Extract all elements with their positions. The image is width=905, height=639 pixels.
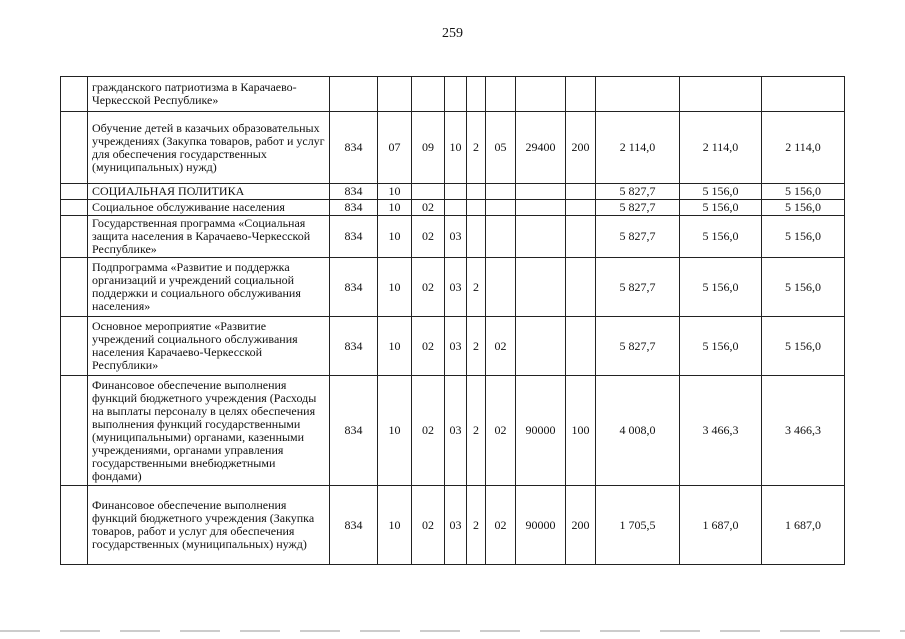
amount-year-3: 5 156,0 (762, 184, 845, 200)
margin-cell (61, 200, 88, 216)
code-cs3 (486, 200, 516, 216)
code-gr: 834 (330, 216, 378, 258)
code-gr: 834 (330, 486, 378, 565)
table-row (61, 258, 845, 317)
table-row (61, 77, 845, 112)
code-cs3: 05 (486, 112, 516, 184)
row-name: Финансовое обеспечение выполнения функций бюджетного учреждения (Расходы на выплаты персоналу в целях обеспечения выполнения функций государственными (муниципальными) органами, казенными учреждениями, органами управления государственными внебюджетными фондами) (88, 376, 330, 486)
amount-year-3: 2 114,0 (762, 112, 845, 184)
margin-cell (61, 77, 88, 112)
code-vr (566, 317, 596, 376)
amount-year-3: 5 156,0 (762, 258, 845, 317)
code-cs2 (467, 216, 486, 258)
code-rz: 10 (378, 184, 412, 200)
code-cs1: 10 (445, 112, 467, 184)
code-pr: 02 (412, 200, 445, 216)
code-pr (412, 184, 445, 200)
code-cs2: 2 (467, 258, 486, 317)
amount-year-1: 2 114,0 (596, 112, 680, 184)
code-cs3: 02 (486, 486, 516, 565)
code-rz: 10 (378, 317, 412, 376)
code-pr (412, 77, 445, 112)
code-rz: 07 (378, 112, 412, 184)
code-cs4 (516, 184, 566, 200)
code-vr (566, 184, 596, 200)
amount-year-1: 5 827,7 (596, 258, 680, 317)
code-cs2: 2 (467, 486, 486, 565)
code-cs3: 02 (486, 317, 516, 376)
code-rz: 10 (378, 486, 412, 565)
margin-cell (61, 486, 88, 565)
amount-year-2: 5 156,0 (680, 317, 762, 376)
amount-year-2: 5 156,0 (680, 200, 762, 216)
amount-year-2: 5 156,0 (680, 184, 762, 200)
budget-table (60, 76, 845, 565)
amount-year-2: 3 466,3 (680, 376, 762, 486)
code-vr (566, 200, 596, 216)
table-row (61, 200, 845, 216)
code-cs4 (516, 317, 566, 376)
code-vr (566, 216, 596, 258)
amount-year-1: 5 827,7 (596, 317, 680, 376)
code-pr: 02 (412, 486, 445, 565)
margin-cell (61, 376, 88, 486)
row-name: Основное мероприятие «Развитие учреждений социального обслуживания населения Карачаево-Черкесской Республики» (88, 317, 330, 376)
code-gr: 834 (330, 258, 378, 317)
code-pr: 02 (412, 216, 445, 258)
code-cs1 (445, 77, 467, 112)
code-rz: 10 (378, 216, 412, 258)
code-pr: 02 (412, 317, 445, 376)
code-cs4 (516, 258, 566, 317)
code-cs2: 2 (467, 112, 486, 184)
amount-year-3: 5 156,0 (762, 200, 845, 216)
amount-year-1: 5 827,7 (596, 184, 680, 200)
code-cs1: 03 (445, 486, 467, 565)
code-vr: 100 (566, 376, 596, 486)
code-pr: 02 (412, 376, 445, 486)
row-name: СОЦИАЛЬНАЯ ПОЛИТИКА (88, 184, 330, 200)
code-cs1: 03 (445, 376, 467, 486)
margin-cell (61, 184, 88, 200)
table-row (61, 184, 845, 200)
table-row (61, 216, 845, 258)
code-cs3 (486, 184, 516, 200)
amount-year-1: 4 008,0 (596, 376, 680, 486)
code-pr: 09 (412, 112, 445, 184)
code-cs3 (486, 216, 516, 258)
margin-cell (61, 112, 88, 184)
scan-artifact-line (0, 630, 905, 632)
code-cs4 (516, 77, 566, 112)
amount-year-2 (680, 77, 762, 112)
code-cs2 (467, 184, 486, 200)
code-gr: 834 (330, 376, 378, 486)
row-name: Финансовое обеспечение выполнения функций бюджетного учреждения (Закупка товаров, работ и услуг для обеспечения государственных (муниципальных) нужд) (88, 486, 330, 565)
row-name: Государственная программа «Социальная защита населения в Карачаево-Черкесской Республике» (88, 216, 330, 258)
code-pr: 02 (412, 258, 445, 317)
code-cs1: 03 (445, 258, 467, 317)
row-name: Социальное обслуживание населения (88, 200, 330, 216)
row-name: Подпрограмма «Развитие и поддержка организаций и учреждений социальной поддержки и социального обслуживания населения» (88, 258, 330, 317)
code-vr (566, 258, 596, 317)
amount-year-2: 5 156,0 (680, 216, 762, 258)
row-name: Обучение детей в казачьих образовательных учреждениях (Закупка товаров, работ и услуг для обеспечения государственных (муниципальных) нужд) (88, 112, 330, 184)
table-row (61, 486, 845, 565)
margin-cell (61, 216, 88, 258)
code-rz (378, 77, 412, 112)
amount-year-2: 1 687,0 (680, 486, 762, 565)
code-cs4 (516, 216, 566, 258)
amount-year-1: 5 827,7 (596, 200, 680, 216)
code-cs4: 29400 (516, 112, 566, 184)
code-gr (330, 77, 378, 112)
code-cs4 (516, 200, 566, 216)
amount-year-3 (762, 77, 845, 112)
code-vr (566, 77, 596, 112)
amount-year-3: 3 466,3 (762, 376, 845, 486)
margin-cell (61, 258, 88, 317)
code-vr: 200 (566, 486, 596, 565)
code-cs4: 90000 (516, 486, 566, 565)
code-cs1 (445, 184, 467, 200)
amount-year-3: 1 687,0 (762, 486, 845, 565)
code-cs3 (486, 258, 516, 317)
amount-year-3: 5 156,0 (762, 216, 845, 258)
amount-year-2: 2 114,0 (680, 112, 762, 184)
code-gr: 834 (330, 200, 378, 216)
amount-year-2: 5 156,0 (680, 258, 762, 317)
code-rz: 10 (378, 200, 412, 216)
code-cs3 (486, 77, 516, 112)
margin-cell (61, 317, 88, 376)
table-row (61, 376, 845, 486)
amount-year-1: 1 705,5 (596, 486, 680, 565)
table-row (61, 317, 845, 376)
page-number: 259 (442, 26, 463, 41)
code-rz: 10 (378, 376, 412, 486)
amount-year-1 (596, 77, 680, 112)
code-cs2 (467, 77, 486, 112)
code-cs1: 03 (445, 317, 467, 376)
code-cs2 (467, 200, 486, 216)
code-vr: 200 (566, 112, 596, 184)
amount-year-1: 5 827,7 (596, 216, 680, 258)
code-cs3: 02 (486, 376, 516, 486)
code-cs1 (445, 200, 467, 216)
code-gr: 834 (330, 317, 378, 376)
code-cs1: 03 (445, 216, 467, 258)
code-gr: 834 (330, 112, 378, 184)
code-cs4: 90000 (516, 376, 566, 486)
code-rz: 10 (378, 258, 412, 317)
table-row (61, 112, 845, 184)
code-gr: 834 (330, 184, 378, 200)
amount-year-3: 5 156,0 (762, 317, 845, 376)
code-cs2: 2 (467, 317, 486, 376)
code-cs2: 2 (467, 376, 486, 486)
row-name: гражданского патриотизма в Карачаево-Черкесской Республике» (88, 77, 330, 112)
